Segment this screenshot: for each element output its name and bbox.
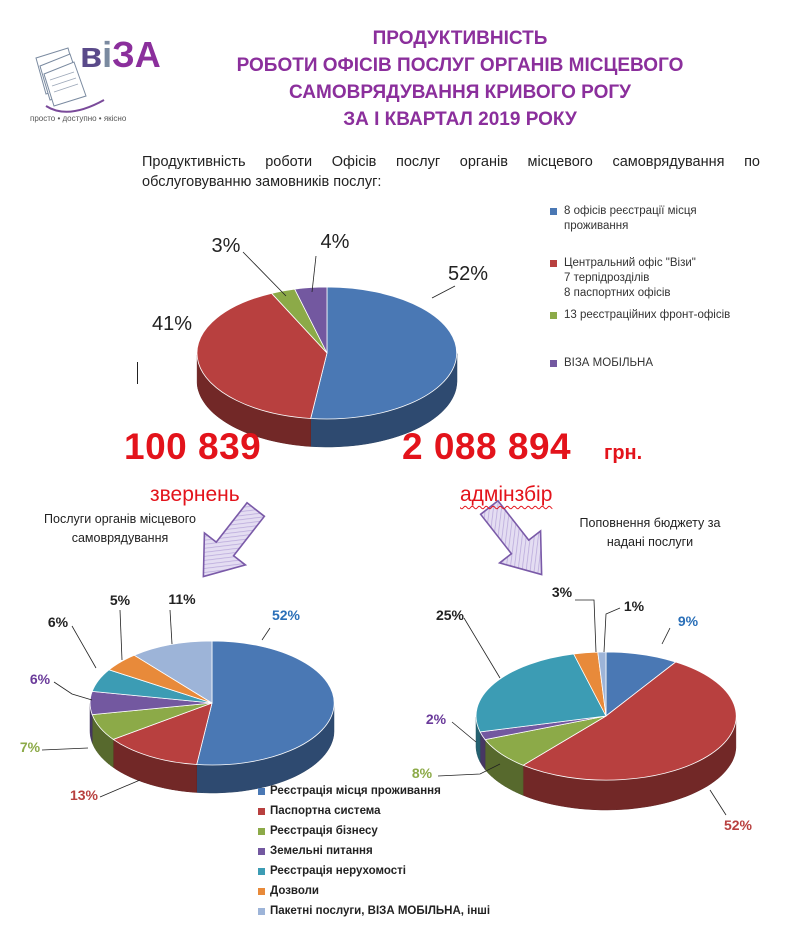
- pie-1-label-1: 13%: [69, 787, 99, 803]
- legend-swatch: [258, 828, 265, 835]
- pie-2-leader-3: [452, 722, 476, 742]
- pie-2-leader-5: [575, 600, 596, 652]
- pie-2-leader-0: [662, 628, 670, 644]
- intro-text: Продуктивність роботи Офісів послуг органів місцевого самоврядування по обслуговуванню замовників послуг:: [142, 154, 760, 190]
- legend-swatch: [258, 848, 265, 855]
- pie-chart-2: [476, 652, 736, 810]
- pie-0-label-0: 52%: [447, 263, 489, 285]
- pie-1-label-6: 11%: [168, 591, 196, 607]
- title-line-4: ЗА І КВАРТАЛ 2019 РОКУ: [343, 109, 577, 130]
- text-cursor-mark: [137, 362, 138, 384]
- bottom-legend-item-3: [258, 844, 373, 859]
- legend-swatch: [258, 908, 265, 915]
- bottom-legend-item-2: [258, 824, 378, 839]
- legend-text: Реєстрація нерухомості: [270, 865, 406, 877]
- pie-chart-1: [90, 641, 334, 793]
- pie-2-label-6: 1%: [623, 598, 645, 614]
- pie-0-leader-0: [432, 286, 455, 298]
- pie-0-label-3: 4%: [320, 231, 350, 253]
- legend-text: ВІЗА МОБІЛЬНА: [564, 357, 654, 369]
- bottom-legend-item-0: [258, 784, 441, 799]
- requests-count: 100 839: [124, 426, 262, 467]
- legend-text: Земельні питання: [270, 845, 373, 857]
- pie-2-label-1: 52%: [723, 817, 753, 833]
- pie-0-leader-2: [243, 252, 286, 296]
- pie-1-leader-3: [54, 682, 92, 700]
- legend-text: проживання: [564, 220, 629, 232]
- logo-za: ЗА: [112, 34, 161, 75]
- legend-text: Реєстрація бізнесу: [270, 825, 378, 837]
- top-legend-item-3: [550, 356, 750, 371]
- legend-swatch: [258, 808, 265, 815]
- bottom-legend-item-4: [258, 864, 406, 879]
- right-chart-caption: Поповнення бюджету за надані послуги: [579, 516, 721, 549]
- pie-1-label-5: 5%: [109, 592, 131, 608]
- bottom-legend-item-6: [258, 904, 490, 919]
- legend-text: 7 терпідрозділів: [564, 272, 650, 284]
- legend-swatch: [550, 208, 557, 215]
- legend-text: 8 паспортних офісів: [564, 287, 671, 299]
- pie-1-label-2: 7%: [19, 739, 41, 755]
- legend-swatch: [258, 888, 265, 895]
- requests-label: звернень: [150, 483, 240, 506]
- pie-1-label-4: 6%: [47, 614, 69, 630]
- pie-0-label-2: 3%: [211, 235, 241, 257]
- top-legend-item-1: [550, 256, 750, 301]
- pie-1-leader-1: [100, 780, 140, 797]
- legend-text: Центральний офіс "Візи": [564, 257, 696, 269]
- pie-2-leader-6: [604, 608, 620, 652]
- pie-2-leader-1: [710, 790, 726, 815]
- pie-1-leader-5: [120, 610, 122, 660]
- fee-unit: грн.: [604, 442, 643, 464]
- logo-tagline: просто • доступно • якісно: [30, 114, 127, 123]
- pie-2-label-0: 9%: [677, 613, 699, 629]
- top-legend-item-0: [550, 204, 750, 234]
- legend-swatch: [550, 260, 557, 267]
- legend-text: Паспортна система: [270, 805, 381, 817]
- logo-v: в: [80, 34, 103, 75]
- top-legend-item-2: [550, 308, 750, 323]
- pie-chart-0: [197, 287, 457, 447]
- pie-0-label-1: 41%: [151, 313, 193, 335]
- pie-2-label-3: 2%: [425, 711, 447, 727]
- legend-swatch: [258, 868, 265, 875]
- legend-text: Пакетні послуги, ВІЗА МОБІЛЬНА, інші: [270, 905, 491, 917]
- legend-swatch: [550, 360, 557, 367]
- title-line-2: РОБОТИ ОФІСІВ ПОСЛУГ ОРГАНІВ МІСЦЕВОГО: [236, 55, 684, 76]
- title-line-1: ПРОДУКТИВНІСТЬ: [372, 28, 548, 49]
- legend-text: 8 офісів реєстрації місця: [564, 205, 697, 217]
- logo-i: і: [102, 34, 113, 75]
- pie-2-label-2: 8%: [411, 765, 433, 781]
- fee-label: адмінзбір: [460, 483, 553, 506]
- bottom-legend-item-5: [258, 884, 319, 899]
- title-line-3: САМОВРЯДУВАННЯ КРИВОГО РОГУ: [289, 82, 631, 103]
- legend-text: 13 реєстраційних фронт-офісів: [564, 309, 731, 321]
- bottom-legend-item-1: [258, 804, 381, 819]
- pie-1-leader-4: [72, 626, 96, 668]
- legend-swatch: [550, 312, 557, 319]
- pie-1-leader-6: [170, 610, 172, 644]
- pie-1-label-3: 6%: [29, 671, 51, 687]
- legend-text: Дозволи: [270, 885, 319, 897]
- pie-1-leader-0: [262, 628, 270, 640]
- legend-swatch: [258, 788, 265, 795]
- pie-2-label-5: 3%: [551, 584, 573, 600]
- left-chart-caption: Послуги органів місцевого самоврядування: [44, 512, 196, 545]
- pie-2-leader-4: [464, 618, 500, 678]
- pie-0-leader-3: [312, 256, 316, 292]
- pie-1-leader-2: [42, 748, 88, 750]
- fee-amount: 2 088 894: [402, 426, 572, 467]
- pie-2-label-4: 25%: [435, 607, 465, 623]
- top-chart-legend: [550, 204, 750, 404]
- legend-text: Реєстрація місця проживання: [270, 785, 441, 797]
- pie-1-label-0: 52%: [271, 607, 301, 623]
